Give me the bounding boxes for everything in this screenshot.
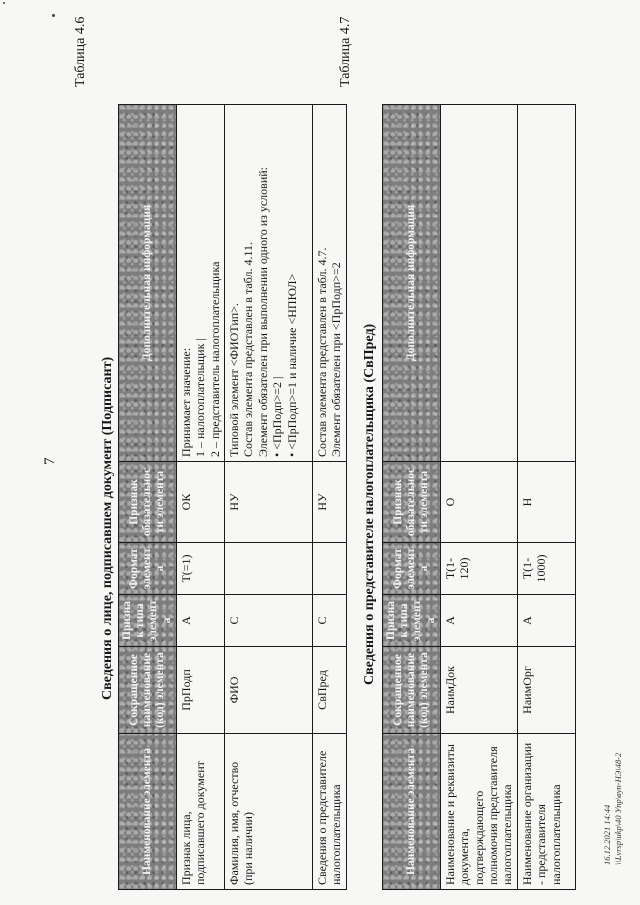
cell-code: СвПред	[313, 647, 347, 734]
cell-code: НаимОрг	[517, 647, 575, 734]
table-4-6	[118, 104, 347, 890]
cell-required: НУ	[313, 462, 347, 543]
header-element-name: Наименование элемента	[119, 734, 177, 890]
table-row	[517, 105, 575, 890]
table-4-6-title: Сведения о лице, подписавшем документ (Подписант)	[100, 356, 115, 700]
header-element-type: Признак типа элемента	[119, 595, 177, 647]
cell-required: НУ	[225, 462, 313, 543]
header-additional-info: Дополнительная информация	[119, 105, 177, 462]
cell-name: Сведения о представителе налогоплательщика	[313, 734, 347, 890]
cell-type: А	[440, 595, 517, 647]
header-element-name: Наименование элемента	[383, 734, 441, 890]
table-row	[440, 105, 517, 890]
cell-code: ФИО	[225, 647, 313, 734]
table-row	[225, 105, 313, 890]
header-element-type: Признак типа элемента	[383, 595, 441, 647]
cell-required: Н	[517, 462, 575, 543]
header-element-required: Признак обязательности элемента	[383, 462, 441, 543]
cell-format	[313, 543, 347, 595]
header-element-required: Признак обязательности элемента	[119, 462, 177, 543]
cell-info: Типовой элемент <ФИОТип>. Состав элемента представлен в табл. 4.11. Элемент обязателен при выполнении одного из условий: • <ПрПодп>=2 | • <ПрПодп>=1 и наличие <НПЮЛ>	[225, 105, 313, 462]
table-row	[313, 105, 347, 890]
header-element-format: Формат элемента	[383, 543, 441, 595]
cell-required: О	[440, 462, 517, 543]
cell-format: T(=1)	[176, 543, 224, 595]
cell-info	[440, 105, 517, 462]
page-number: 7	[42, 457, 58, 465]
header-additional-info: Дополнительная информация	[383, 105, 441, 462]
cell-code: ПрПодп	[176, 647, 224, 734]
header-element-code: Сокращенное наименование (код) элемента	[383, 647, 441, 734]
cell-type: С	[225, 595, 313, 647]
table-4-7-label: Таблица 4.7	[338, 16, 353, 87]
cell-type: А	[176, 595, 224, 647]
table-4-7-title: Сведения о представителе налогоплательщика (СвПред)	[362, 323, 377, 685]
cell-type: А	[517, 595, 575, 647]
cell-name: Наименование организации - представителя налогоплательщика	[517, 734, 575, 890]
header-element-code: Сокращенное наименование (код) элемента	[119, 647, 177, 734]
table-row	[176, 105, 224, 890]
cell-format: T(1-1000)	[517, 543, 575, 595]
table-4-7	[382, 104, 576, 890]
cell-info: Принимает значение: 1 – налогоплательщик | 2 – представитель налогоплательщика	[176, 105, 224, 462]
cell-format	[225, 543, 313, 595]
cell-name: Признак лица, подписавшего документ	[176, 734, 224, 890]
file-path-note: 16.12.2021 14:44 \\Lvrsp\ukp\40 Упр\вуп-НЭ\48-2	[602, 752, 623, 865]
cell-name: Фамилия, имя, отчество (при наличии)	[225, 734, 313, 890]
table-4-6-label: Таблица 4.6	[73, 16, 88, 87]
header-element-format: Формат элемента	[119, 543, 177, 595]
cell-format: T(1-120)	[440, 543, 517, 595]
cell-info: Состав элемента представлен в табл. 4.7. Элемент обязателен при <ПрПодп>=2	[313, 105, 347, 462]
cell-type: С	[313, 595, 347, 647]
cell-required: ОК	[176, 462, 224, 543]
cell-info	[517, 105, 575, 462]
cell-name: Наименование и реквизиты документа, подтверждающего полномочия представителя налогоплательщика	[440, 734, 517, 890]
cell-code: НаимДок	[440, 647, 517, 734]
